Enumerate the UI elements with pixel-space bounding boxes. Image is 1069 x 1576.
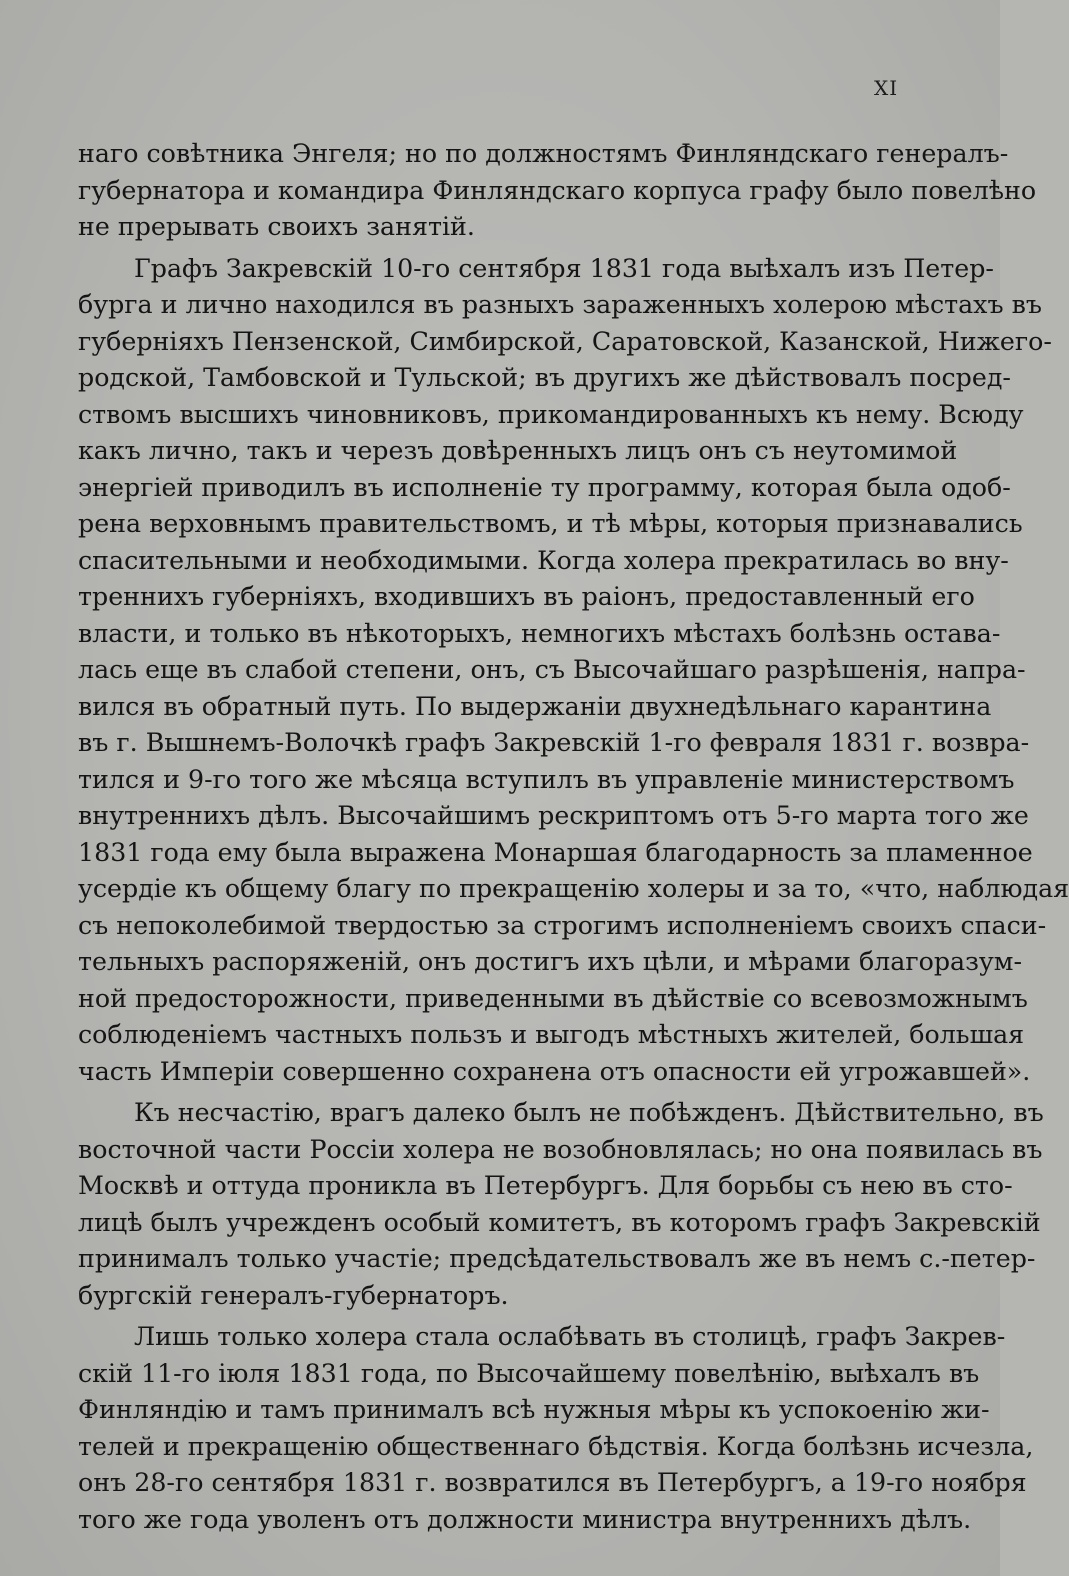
text-line: губернатора и командира Финляндскаго корпуса графу было повелѣно (78, 175, 1037, 205)
text-line: губерніяхъ Пензенской, Симбирской, Саратовской, Казанской, Нижего- (78, 326, 1052, 356)
text-line: власти, и только въ нѣкоторыхъ, немногихъ мѣстахъ болѣзнь остава- (78, 618, 1001, 648)
text-line: лась еще въ слабой степени, онъ, съ Высочайшаго разрѣшенія, напра- (78, 655, 1026, 684)
text-line: тился и 9-го того же мѣсяца вступилъ въ управленіе министерствомъ (78, 764, 1015, 794)
text-line: скій 11-го іюля 1831 года, по Высочайшему повелѣнію, выѣхалъ въ (78, 1358, 980, 1388)
text-line: энергіей приводилъ въ исполненіе ту программу, которая была одоб- (78, 472, 1011, 502)
text-line: рена верховнымъ правительствомъ, и тѣ мѣры, которыя признавались (78, 509, 1023, 538)
text-line: съ непоколебимой твердостью за строгимъ исполненіемъ своихъ спаси- (78, 910, 1047, 940)
text-line: телей и прекращенію общественнаго бѣдствія. Когда болѣзнь исчезла, (78, 1431, 1034, 1461)
paragraph-3 (78, 1095, 1044, 1314)
text-line: того же года уволенъ отъ должности министра внутреннихъ дѣлъ. (78, 1504, 972, 1534)
text-line: Графъ Закревскій 10-го сентября 1831 года выѣхалъ изъ Петер- (134, 253, 994, 283)
page-number: XI (874, 76, 899, 100)
text-line: Лишь только холера стала ослабѣвать въ столицѣ, графъ Закрев- (134, 1322, 1006, 1351)
text-line: какъ лично, такъ и черезъ довѣренныхъ лицъ онъ съ неутомимой (78, 436, 958, 465)
text-line: онъ 28-го сентября 1831 г. возвратился въ Петербургъ, а 19-го ноября (78, 1468, 1027, 1497)
text-line: ствомъ высшихъ чиновниковъ, прикомандированныхъ къ нему. Всюду (78, 399, 1024, 429)
body-text (78, 136, 1069, 1538)
text-line: принималъ только участіе; предсѣдательствовалъ же въ немъ с.-петер- (78, 1244, 1036, 1273)
paragraph-1 (78, 136, 1037, 246)
text-line: ной предосторожности, приведенными въ дѣйствіе со всевозможнымъ (78, 983, 1028, 1013)
text-line: вился въ обратный путь. По выдержаніи двухнедѣльнаго карантина (78, 691, 992, 721)
text-line: наго совѣтника Энгеля; но по должностямъ Финляндскаго генералъ- (78, 139, 1009, 168)
text-line: 1831 года ему была выражена Монаршая благодарность за пламенное (78, 837, 1033, 867)
text-line: усердіе къ общему благу по прекращенію холеры и за то, «что, наблюдая (78, 874, 1069, 903)
text-line: треннихъ губерніяхъ, входившихъ въ раіонъ, предоставленный его (78, 582, 975, 611)
text-line: соблюденіемъ частныхъ пользъ и выгодъ мѣстныхъ жителей, большая (78, 1020, 1025, 1049)
text-line: не прерывать своихъ занятій. (78, 212, 475, 241)
text-line: родской, Тамбовской и Тульской; въ другихъ же дѣйствовалъ посред- (78, 363, 1011, 392)
text-line: бурга и лично находился въ разныхъ зараженныхъ холерою мѣстахъ въ (78, 290, 1042, 319)
text-line: лицѣ былъ учрежденъ особый комитетъ, въ которомъ графъ Закревскій (78, 1207, 1041, 1237)
text-line: тельныхъ распоряженій, онъ достигъ ихъ цѣли, и мѣрами благоразум- (78, 947, 1023, 976)
text-line: въ г. Вышнемъ-Волочкѣ графъ Закревскій 1-го февраля 1831 г. возвра- (78, 728, 1030, 757)
text-line: внутреннихъ дѣлъ. Высочайшимъ рескриптомъ отъ 5-го марта того же (78, 801, 1029, 830)
text-line: спасительными и необходимыми. Когда холера прекратилась во вну- (78, 545, 1009, 575)
text-line: часть Имперіи совершенно сохранена отъ опасности ей угрожавшей». (78, 1056, 1031, 1086)
text-line: восточной части Россіи холера не возобновлялась; но она появилась въ (78, 1134, 1043, 1164)
text-line: Къ несчастію, врагъ далеко былъ не побѣжденъ. Дѣйствительно, въ (134, 1098, 1044, 1127)
text-line: Москвѣ и оттуда проникла въ Петербургъ. Для борьбы съ нею въ сто- (78, 1171, 1013, 1200)
text-line: бургскій генералъ-губернаторъ. (78, 1280, 509, 1310)
paragraph-4 (78, 1319, 1034, 1538)
paragraph-2 (78, 251, 1069, 1091)
text-line: Финляндію и тамъ принималъ всѣ нужныя мѣры къ успокоенію жи- (78, 1395, 990, 1424)
